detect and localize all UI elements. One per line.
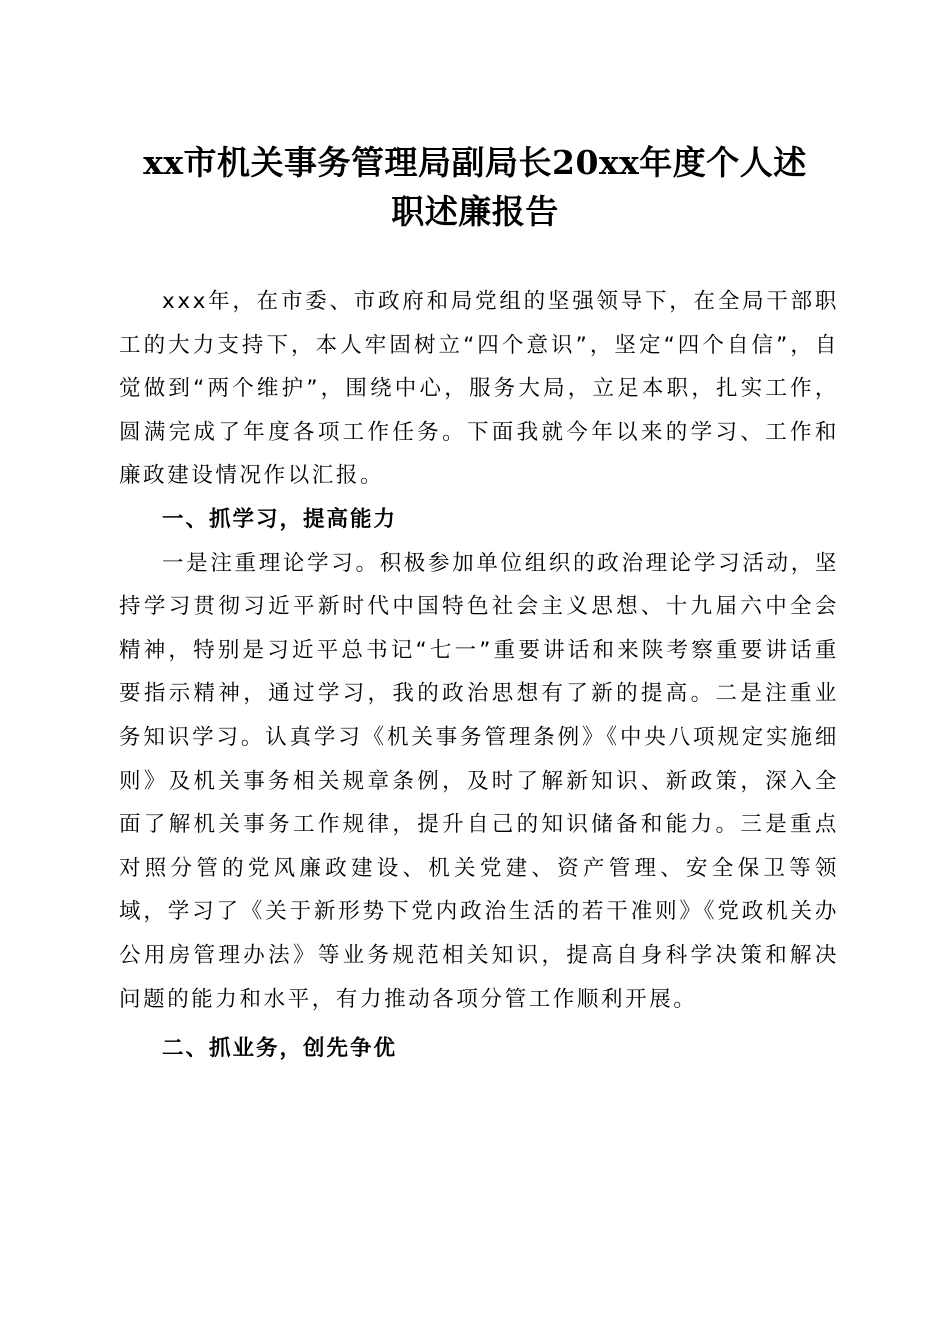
section-2-heading: 二、抓业务，创先争优 xyxy=(162,1036,398,1062)
section-1-paragraph: 一是注重理论学习。积极参加单位组织的政治理论学习活动，坚持学习贯彻习近平新时代中国特色社会主义思想、十九届六中全会精神，特别是习近平总书记“七一”重要讲话和来陕考察重要讲话重要指示精神，通过学习，我的政治思想有了新的提高。二是注重业务知识学习。认真学习《机关事务管理条例》《中央八项规定实施细则》及机关事务相关规章条例，及时了解新知识、新政策，深入全面了解机关事务工作规律，提升自己的知识储备和能力。三是重点对照分管的党风廉政建设、机关党建、资产管理、安全保卫等领域，学习了《关于新形势下党内政治生活的若干准则》《党政机关办公用房管理办法》等业务规范相关知识，提高自身科学决策和解决问题的能力和水平，有力推动各项分管工作顺利开展。 xyxy=(119,550,839,1012)
document-body xyxy=(119,280,839,1071)
title-line-2: 职述廉报告 xyxy=(391,192,559,231)
section-1-heading: 一、抓学习，提高能力 xyxy=(162,506,398,532)
document-title xyxy=(80,138,870,236)
intro-paragraph: xxx年，在市委、市政府和局党组的坚强领导下，在全局干部职工的大力支持下，本人牢固树立“四个意识”，坚定“四个自信”，自觉做到“两个维护”，围绕中心，服务大局，立足本职，扎实工作，圆满完成了年度各项工作任务。下面我就今年以来的学习、工作和廉政建设情况作以汇报。 xyxy=(119,289,839,489)
title-line-1: xx市机关事务管理局副局长20xx年度个人述 xyxy=(143,143,807,182)
